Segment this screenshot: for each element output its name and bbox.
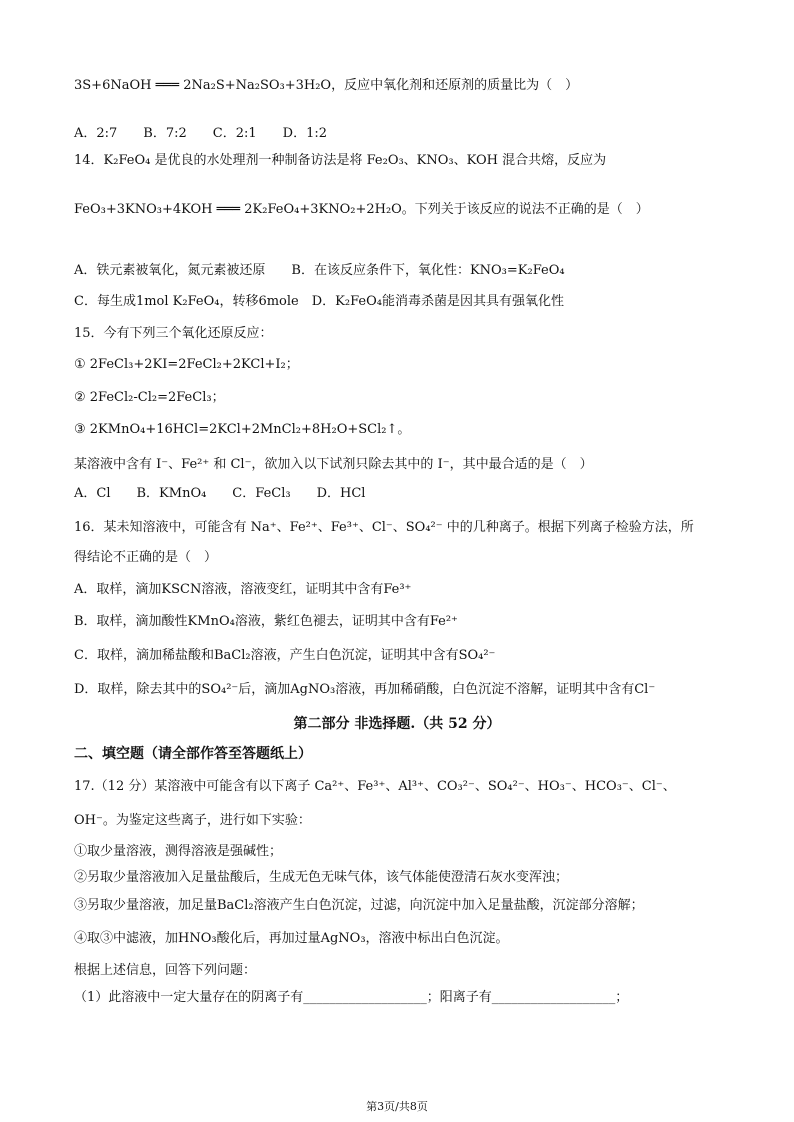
line-q13-options: A．2:7 B．7:2 C．2:1 D．1:2	[74, 126, 327, 141]
line-q14-options-cd: C．每生成1mol K₂FeO₄，转移6mole D．K₂FeO₄能消毒杀菌是因其具有强氧化性	[74, 294, 564, 309]
line-q15-reaction-1: ① 2FeCl₃+2KI=2FeCl₂+2KCl+I₂；	[74, 357, 299, 372]
line-q17-step-2: ②另取少量溶液加入足量盐酸后，生成无色无味气体，该气体能使澄清石灰水变浑浊；	[74, 870, 569, 885]
line-q17-step-1: ①取少量溶液，测得溶液是强碱性；	[74, 844, 283, 859]
part-title: 第二部分 非选择题.（共 52 分）	[293, 716, 501, 732]
line-q16-option-a: A．取样，滴加KSCN溶液，溶液变红，证明其中含有Fe³⁺	[74, 582, 412, 597]
line-q14-equation: FeO₃+3KNO₃+4KOH ═══ 2K₂FeO₄+3KNO₂+2H₂O。下列关于该反应的说法不正确的是（ ）	[74, 202, 649, 217]
line-q16-stem: 16．某未知溶液中，可能含有 Na⁺、Fe²⁺、Fe³⁺、Cl⁻、SO₄²⁻ 中的几种离子。根据下列离子检验方法，所	[74, 520, 694, 535]
line-q15-reaction-3: ③ 2KMnO₄+16HCl=2KCl+2MnCl₂+8H₂O+SCl₂↑。	[74, 422, 411, 437]
line-q17-stem: 17.（12 分）某溶液中可能含有以下离子 Ca²⁺、Fe³⁺、Al³⁺、CO₃²⁻、SO₄²⁻、HO₃⁻、HCO₃⁻、Cl⁻、	[74, 779, 676, 794]
line-q17-prompt: 根据上述信息，回答下列问题：	[74, 963, 257, 978]
line-q15-stem: 15．今有下列三个氧化还原反应：	[74, 326, 273, 341]
line-q13-equation: 3S+6NaOH ═══ 2Na₂S+Na₂SO₃+3H₂O，反应中氧化剂和还原剂的质量比为（ ）	[74, 78, 579, 93]
line-q14-options-ab: A．铁元素被氧化，氮元素被还原 B．在该反应条件下，氧化性：KNO₃=K₂FeO₄	[74, 263, 565, 278]
line-q17-step-3: ③另取少量溶液，加足量BaCl₂溶液产生白色沉淀，过滤，向沉淀中加入足量盐酸，沉淀部分溶解；	[74, 898, 644, 913]
line-q16-option-b: B．取样，滴加酸性KMnO₄溶液，紫红色褪去，证明其中含有Fe²⁺	[74, 614, 458, 629]
line-q14-stem: 14．K₂FeO₄ 是优良的水处理剂一种制备访法是将 Fe₂O₃、KNO₃、KOH 混合共熔，反应为	[74, 153, 607, 168]
section-title: 二、填空题（请全部作答至答题纸上）	[74, 746, 312, 762]
line-q16-option-d: D．取样，除去其中的SO₄²⁻后，滴加AgNO₃溶液，再加稀硝酸，白色沉淀不溶解，证明其中含有Cl⁻	[74, 682, 656, 697]
line-q17-step-4: ④取③中滤液，加HNO₃酸化后，再加过量AgNO₃，溶液中标出白色沉淀。	[74, 931, 509, 946]
line-q17-stem-cont: OH⁻。为鉴定这些离子，进行如下实验：	[74, 813, 311, 828]
line-q15-options: A．Cl B．KMnO₄ C．FeCl₃ D．HCl	[74, 486, 366, 501]
line-q16-option-c: C．取样，滴加稀盐酸和BaCl₂溶液，产生白色沉淀，证明其中含有SO₄²⁻	[74, 648, 496, 663]
line-q17-sub-1: （1）此溶液中一定大量存在的阴离子有___________________；阳离子有___________________；	[74, 990, 629, 1005]
line-q16-stem-cont: 得结论不正确的是（ ）	[74, 550, 218, 565]
line-q15-reaction-2: ② 2FeCl₂-Cl₂=2FeCl₃；	[74, 390, 225, 405]
line-q15-question: 某溶液中含有 I⁻、Fe²⁺ 和 Cl⁻，欲加入以下试剂只除去其中的 I⁻，其中最合适的是（ ）	[74, 457, 593, 472]
page-footer: 第3页/共8页	[366, 1100, 428, 1113]
